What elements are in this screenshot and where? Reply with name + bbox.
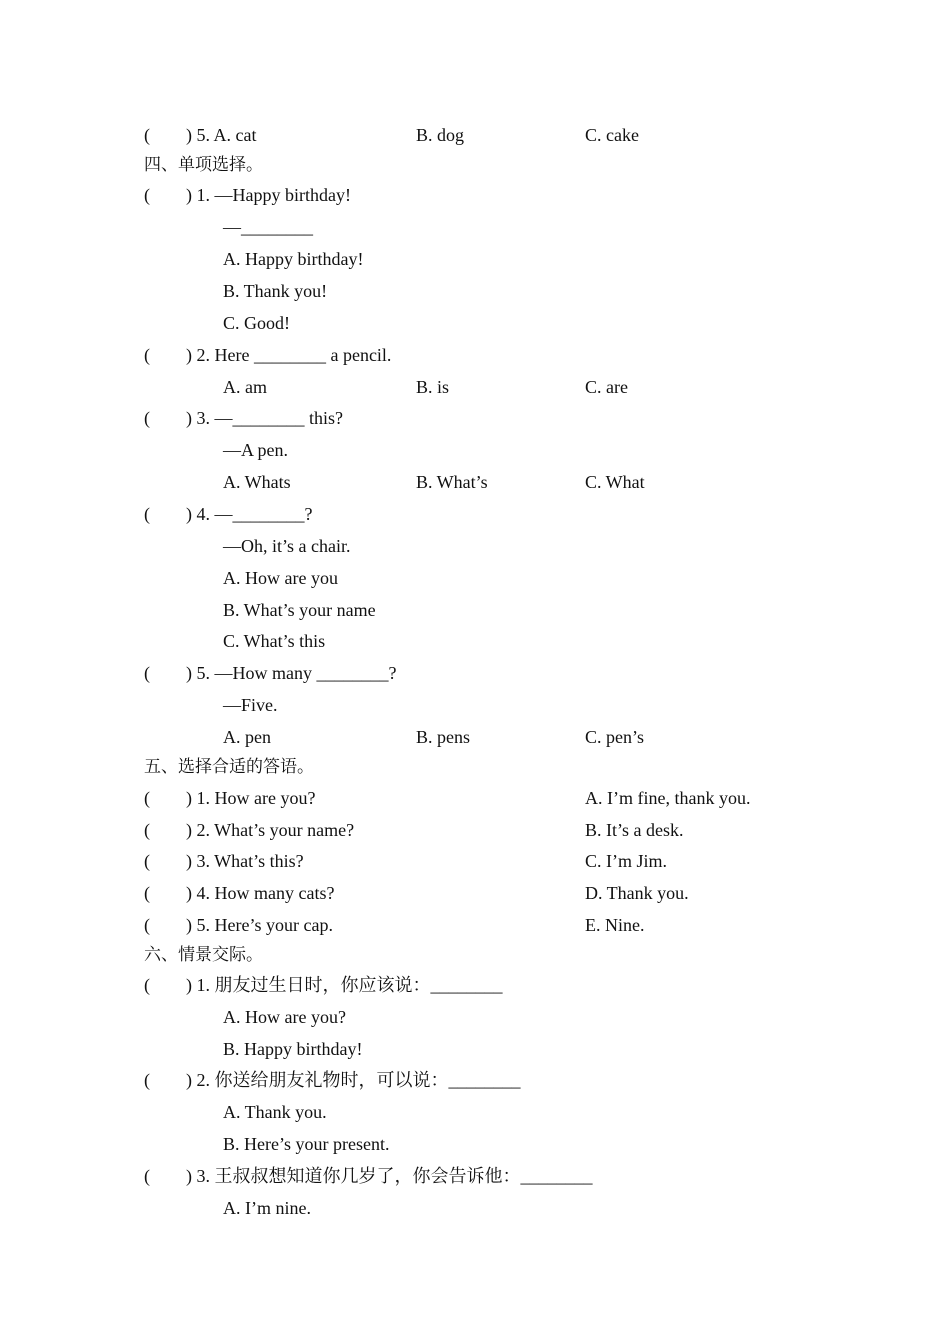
matching-answer: E. Nine. (585, 915, 645, 935)
option-b: B. is (416, 377, 450, 397)
option-a: A. Happy birthday! (223, 249, 364, 269)
question-stem: ( ) 2. 你送给朋友礼物时，可以说：________ (144, 1070, 521, 1090)
option-b: B. What’s (416, 472, 488, 492)
matching-question: ( ) 3. What’s this? (144, 851, 304, 871)
section-heading-4: 四、单项选择。 (144, 155, 263, 174)
matching-question: ( ) 5. Here’s your cap. (144, 915, 333, 935)
option-a: A. pen (223, 727, 271, 747)
question-stem: ( ) 5. A. cat (144, 125, 257, 145)
dialogue-line: —Oh, it’s a chair. (223, 536, 351, 556)
question-stem: ( ) 3. —________ this? (144, 408, 343, 428)
dialogue-line: —A pen. (223, 440, 288, 460)
question-stem: ( ) 3. 王叔叔想知道你几岁了，你会告诉他：________ (144, 1166, 593, 1186)
question-stem: ( ) 5. —How many ________? (144, 663, 397, 683)
option-a: A. Whats (223, 472, 291, 492)
option-a: A. I’m nine. (223, 1198, 311, 1218)
question-stem: ( ) 2. Here ________ a pencil. (144, 345, 392, 365)
question-stem: ( ) 1. —Happy birthday! (144, 185, 351, 205)
matching-question: ( ) 1. How are you? (144, 788, 316, 808)
question-stem: ( ) 1. 朋友过生日时，你应该说：________ (144, 975, 503, 995)
dialogue-line: —________ (223, 217, 313, 237)
matching-answer: B. It’s a desk. (585, 820, 684, 840)
option-a: A. How are you? (223, 1007, 346, 1027)
option-c: C. pen’s (585, 727, 645, 747)
section-heading-5: 五、选择合适的答语。 (144, 757, 314, 776)
option-b: B. What’s your name (223, 600, 376, 620)
matching-question: ( ) 4. How many cats? (144, 883, 335, 903)
option-b: B. Happy birthday! (223, 1039, 363, 1059)
section-heading-6: 六、情景交际。 (144, 945, 263, 964)
option-b: B. pens (416, 727, 470, 747)
matching-question: ( ) 2. What’s your name? (144, 820, 355, 840)
option-b: B. dog (416, 125, 465, 145)
option-a: A. How are you (223, 568, 338, 588)
option-c: C. cake (585, 125, 639, 145)
option-c: C. What’s this (223, 631, 326, 651)
option-c: C. Good! (223, 313, 290, 333)
question-stem: ( ) 4. —________? (144, 504, 313, 524)
option-c: C. are (585, 377, 628, 397)
option-b: B. Here’s your present. (223, 1134, 390, 1154)
option-a: A. Thank you. (223, 1102, 327, 1122)
dialogue-line: —Five. (223, 695, 278, 715)
matching-answer: A. I’m fine, thank you. (585, 788, 751, 808)
option-a: A. am (223, 377, 267, 397)
option-c: C. What (585, 472, 645, 492)
matching-answer: D. Thank you. (585, 883, 689, 903)
matching-answer: C. I’m Jim. (585, 851, 668, 871)
option-b: B. Thank you! (223, 281, 328, 301)
